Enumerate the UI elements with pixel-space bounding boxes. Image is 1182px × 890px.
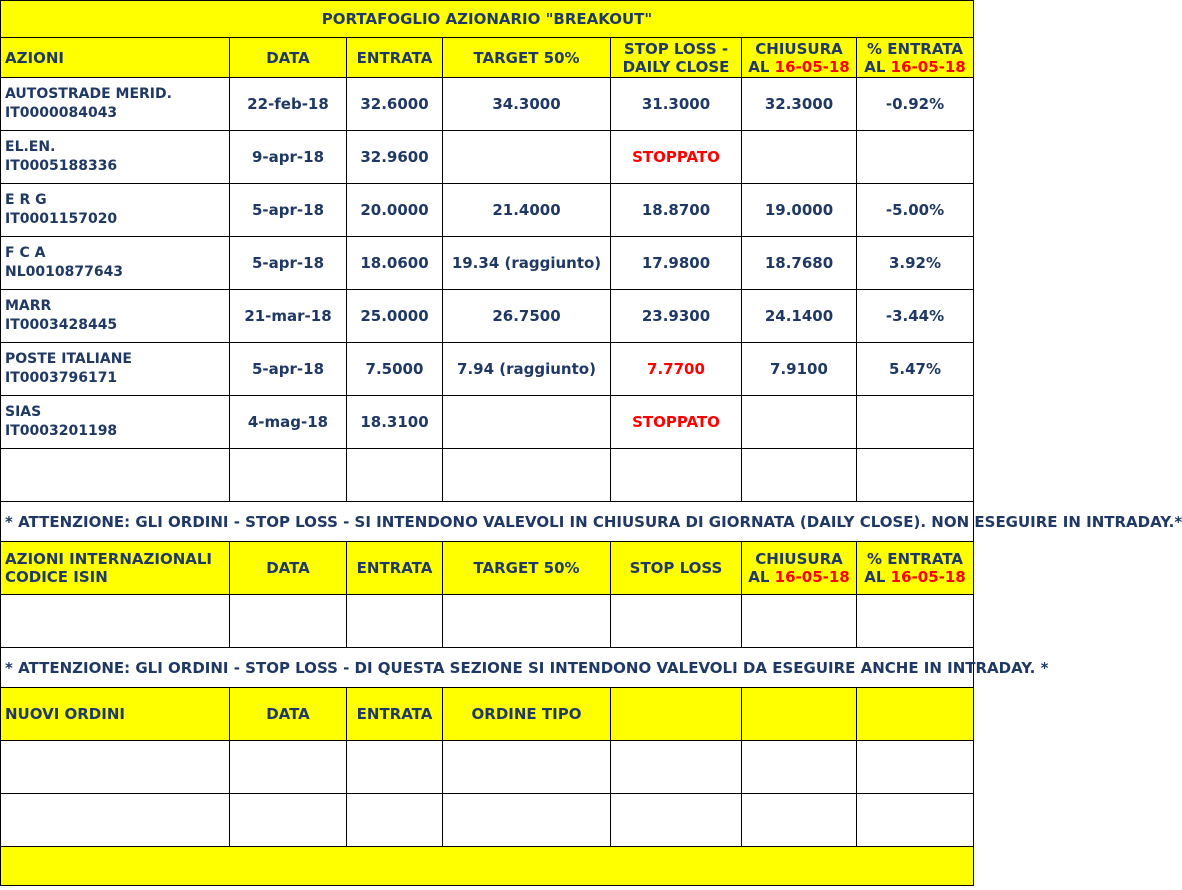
entrata-cell: 7.5000 [347, 343, 443, 396]
stop-cell: 7.7700 [611, 343, 742, 396]
empty-cell [611, 794, 742, 847]
chiusura-cell [742, 396, 857, 449]
entrata-cell: 32.9600 [347, 131, 443, 184]
empty-cell [857, 794, 974, 847]
empty-cell [230, 595, 347, 648]
stop-cell: 31.3000 [611, 78, 742, 131]
table-row [1, 184, 974, 237]
table-row [1, 290, 974, 343]
empty-header-cell [857, 688, 974, 741]
col-target-header: TARGET 50% [443, 38, 611, 78]
col-entrata-header: ENTRATA [347, 688, 443, 741]
pct-cell: -0.92% [857, 78, 974, 131]
col-pct-header: % ENTRATA AL 16-05-18 [857, 38, 974, 78]
col-chiusura-header: CHIUSURA AL 16-05-18 [742, 38, 857, 78]
table-row [1, 343, 974, 396]
col-entrata-header: ENTRATA [347, 542, 443, 595]
pct-cell: -5.00% [857, 184, 974, 237]
pct-cell: 5.47% [857, 343, 974, 396]
empty-header-cell [742, 688, 857, 741]
entrata-cell: 20.0000 [347, 184, 443, 237]
entrata-cell: 18.0600 [347, 237, 443, 290]
empty-cell [443, 449, 611, 502]
col-data-header: DATA [230, 542, 347, 595]
entrata-cell: 18.3100 [347, 396, 443, 449]
title-row [1, 1, 974, 38]
col-data-header: DATA [230, 688, 347, 741]
new-orders-header-row [1, 688, 974, 741]
stock-name-cell: F C A NL0010877643 [1, 237, 230, 290]
target-cell [443, 396, 611, 449]
empty-cell [230, 449, 347, 502]
pct-cell [857, 396, 974, 449]
empty-cell [742, 794, 857, 847]
stop-cell: 17.9800 [611, 237, 742, 290]
footer-row [1, 847, 974, 886]
col-data-header: DATA [230, 38, 347, 78]
pct-cell: 3.92% [857, 237, 974, 290]
chiusura-cell: 7.9100 [742, 343, 857, 396]
empty-cell [1, 741, 230, 794]
empty-row [1, 449, 974, 502]
empty-cell [347, 595, 443, 648]
header-row [1, 38, 974, 78]
empty-cell [857, 741, 974, 794]
table-row [1, 78, 974, 131]
col-chiusura-header: CHIUSURA AL 16-05-18 [742, 542, 857, 595]
intraday-warning: * ATTENZIONE: GLI ORDINI - STOP LOSS - DI QUESTA SEZIONE SI INTENDONO VALEVOLI DA ESEGUIRE ANCHE IN INTRADAY. * [1, 648, 974, 688]
chiusura-cell: 19.0000 [742, 184, 857, 237]
empty-cell [742, 595, 857, 648]
col-azioni-header: AZIONI [1, 38, 230, 78]
col-stop-header: STOP LOSS - DAILY CLOSE [611, 38, 742, 78]
empty-cell [347, 741, 443, 794]
empty-cell [611, 449, 742, 502]
data-cell: 5-apr-18 [230, 343, 347, 396]
stop-cell: 23.9300 [611, 290, 742, 343]
target-cell: 19.34 (raggiunto) [443, 237, 611, 290]
entrata-cell: 32.6000 [347, 78, 443, 131]
warning-row [1, 648, 974, 688]
col-tipo-header: ORDINE TIPO [443, 688, 611, 741]
empty-header-cell [611, 688, 742, 741]
target-cell: 21.4000 [443, 184, 611, 237]
stock-name-cell: POSTE ITALIANE IT0003796171 [1, 343, 230, 396]
empty-cell [443, 595, 611, 648]
entrata-cell: 25.0000 [347, 290, 443, 343]
empty-cell [443, 794, 611, 847]
empty-cell [1, 449, 230, 502]
data-cell: 5-apr-18 [230, 237, 347, 290]
intl-header-row [1, 542, 974, 595]
empty-cell [347, 449, 443, 502]
data-cell: 5-apr-18 [230, 184, 347, 237]
pct-cell: -3.44% [857, 290, 974, 343]
empty-cell [742, 449, 857, 502]
chiusura-cell: 24.1400 [742, 290, 857, 343]
col-pct-header: % ENTRATA AL 16-05-18 [857, 542, 974, 595]
empty-row [1, 741, 974, 794]
table-row [1, 237, 974, 290]
chiusura-cell [742, 131, 857, 184]
col-intl-azioni-header: AZIONI INTERNAZIONALI CODICE ISIN [1, 542, 230, 595]
stop-cell: 18.8700 [611, 184, 742, 237]
empty-cell [611, 595, 742, 648]
empty-cell [443, 741, 611, 794]
empty-cell [857, 595, 974, 648]
stock-name-cell: MARR IT0003428445 [1, 290, 230, 343]
stock-name-cell: EL.EN. IT0005188336 [1, 131, 230, 184]
sheet-title: PORTAFOGLIO AZIONARIO "BREAKOUT" [1, 1, 974, 38]
footer-bar [1, 847, 974, 886]
empty-cell [611, 741, 742, 794]
chiusura-cell: 32.3000 [742, 78, 857, 131]
stock-name-cell: AUTOSTRADE MERID. IT0000084043 [1, 78, 230, 131]
col-nuovi-header: NUOVI ORDINI [1, 688, 230, 741]
col-target-header: TARGET 50% [443, 542, 611, 595]
warning-row [1, 502, 974, 542]
stock-name-cell: E R G IT0001157020 [1, 184, 230, 237]
empty-cell [230, 794, 347, 847]
empty-row [1, 794, 974, 847]
stock-name-cell: SIAS IT0003201198 [1, 396, 230, 449]
data-cell: 4-mag-18 [230, 396, 347, 449]
data-cell: 9-apr-18 [230, 131, 347, 184]
empty-cell [347, 794, 443, 847]
stop-cell: STOPPATO [611, 131, 742, 184]
col-stop-header: STOP LOSS [611, 542, 742, 595]
chiusura-cell: 18.7680 [742, 237, 857, 290]
target-cell [443, 131, 611, 184]
data-cell: 22-feb-18 [230, 78, 347, 131]
empty-row [1, 595, 974, 648]
table-row [1, 131, 974, 184]
empty-cell [857, 449, 974, 502]
col-entrata-header: ENTRATA [347, 38, 443, 78]
empty-cell [1, 794, 230, 847]
target-cell: 26.7500 [443, 290, 611, 343]
target-cell: 34.3000 [443, 78, 611, 131]
empty-cell [1, 595, 230, 648]
data-cell: 21-mar-18 [230, 290, 347, 343]
stop-cell: STOPPATO [611, 396, 742, 449]
stop-loss-warning: * ATTENZIONE: GLI ORDINI - STOP LOSS - SI INTENDONO VALEVOLI IN CHIUSURA DI GIORNATA (DAILY CLOSE). NON ESEGUIRE IN INTRADAY.* [1, 502, 974, 542]
pct-cell [857, 131, 974, 184]
empty-cell [230, 741, 347, 794]
target-cell: 7.94 (raggiunto) [443, 343, 611, 396]
empty-cell [742, 741, 857, 794]
table-row [1, 396, 974, 449]
